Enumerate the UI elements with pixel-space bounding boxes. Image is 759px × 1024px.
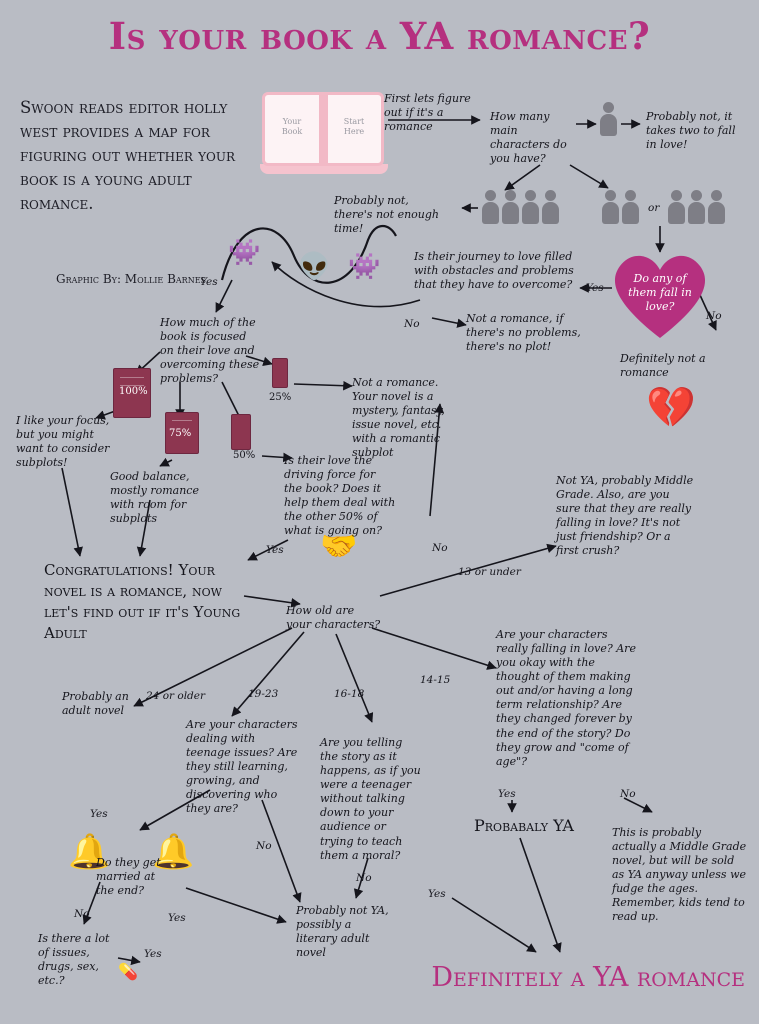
edge-label-no-falling: No [620, 788, 636, 800]
edge-label-or: or [648, 202, 660, 214]
person-icon [708, 190, 725, 224]
edge-label-yes-teenage: Yes [90, 808, 108, 820]
wedding-bell-icon-right: 🔔 [152, 832, 195, 872]
edge-label-24-or-older: 24 or older [146, 690, 206, 702]
node-good-balance: Good balance, mostly romance with room for subplots [110, 470, 199, 526]
edge-label-no-married: No [74, 908, 90, 920]
edge-label-yes-monsters: Yes [200, 276, 218, 288]
edge-label-yes-journey: Yes [586, 282, 604, 294]
node-start: First lets figure out if it's a romance [384, 92, 471, 134]
pct-100-label: 100% [119, 386, 148, 397]
book-right-page-label: Start Here [343, 117, 365, 137]
node-journey-obstacles: Is their journey to love filled with obstacles and problems that they have to overcome? [414, 250, 574, 292]
monster-icon-pink: 👾 [348, 252, 381, 282]
pct-25-label: 25% [269, 392, 292, 403]
pct-75-label: 75% [169, 428, 192, 439]
node-how-much-focused: How much of the book is focused on their love and overcoming these problems? [160, 316, 260, 386]
node-mystery-subplot: Not a romance. Your novel is a mystery, fantasy, issue novel, etc. with a romantic subplot [352, 376, 445, 460]
do-any-fall-in-love-text: Do any of them fall in love? [628, 272, 692, 313]
node-really-falling-in-love: Are your characters really falling in love? Are you okay with the thought of them making out and/or having a long term relationship? Are they changed forever by the end of the story? Do they grow and "come of age"? [496, 628, 636, 768]
node-married-at-end: Do they get married at the end? [96, 856, 161, 898]
edge-label-no-fall-in-love: No [706, 310, 722, 322]
edge-label-16-18: 16-18 [334, 688, 365, 700]
intro-text: Swoon reads editor holly west provides a map for figuring out whether your book is a young adult romance. [20, 98, 236, 213]
person-icon [622, 190, 639, 224]
final-answer: Definitely a YA romance [431, 962, 745, 993]
node-definitely-not-romance: Definitely not a romance [620, 352, 706, 380]
credit-text: Graphic By: Mollie Barnes [56, 272, 207, 286]
pct-50-label: 50% [233, 450, 256, 461]
node-how-old: How old are your characters? [286, 604, 381, 632]
book-left-page-label: Your Book [281, 117, 303, 137]
person-icon [522, 190, 539, 224]
person-icon [542, 190, 559, 224]
node-many-chars-result: Probably not, there's not enough time! [334, 194, 439, 236]
edge-label-no-telling: No [356, 872, 372, 884]
book-block-25 [272, 358, 288, 388]
wedding-bell-icon-left: 🔔 [68, 832, 111, 872]
node-issues-drugs-sex: Is there a lot of issues, drugs, sex, etc.? [38, 932, 110, 988]
person-icon [668, 190, 685, 224]
edge-label-no-journey: No [404, 318, 420, 330]
person-icon [600, 102, 617, 136]
broken-heart-icon: 💔 [646, 385, 696, 431]
page-title: Is your book a YA romance? [108, 14, 651, 58]
edge-label-no-teenage: No [256, 840, 272, 852]
node-driving-force: Is their love the driving force for the book? Does it help them deal with the other 50% of what is going on? [284, 454, 396, 538]
node-middle-grade-friendship: Not YA, probably Middle Grade. Also, are you sure that they are really falling in love? It's not just friendship? Or a first crush? [556, 474, 694, 558]
node-congrats-romance: Congratulations! Your novel is a romance, now let's find out if it's Young Adult [44, 561, 241, 642]
node-focus-too-much: I like your focus, but you might want to consider subplots! [16, 414, 110, 470]
edge-label-yes-issues: Yes [144, 948, 162, 960]
node-probably-ya: Probabaly YA [474, 816, 574, 835]
heart-icon [606, 248, 714, 340]
node-adult-novel: Probably an adult novel [62, 690, 129, 718]
person-icon [688, 190, 705, 224]
edge-label-yes-driving: Yes [266, 544, 284, 556]
book-block-50 [231, 414, 251, 450]
edge-label-yes-married: Yes [168, 912, 186, 924]
node-telling-story-as-happens: Are you telling the story as it happens, as if you were a teenager without talking down to your audience or trying to teach them a moral? [320, 736, 421, 862]
node-one-char-result: Probably not, it takes two to fall in love! [646, 110, 736, 152]
pills-icon: 💊 [118, 962, 138, 981]
edge-label-no-driving: No [432, 542, 448, 554]
node-how-many-characters: How many main characters do you have? [490, 110, 567, 166]
edge-label-14-15: 14-15 [420, 674, 451, 686]
edge-label-13-or-under: 13 or under [458, 566, 521, 578]
person-icon [502, 190, 519, 224]
edge-label-yes-falling: Yes [498, 788, 516, 800]
node-middle-grade-sold-as-ya: This is probably actually a Middle Grade novel, but will be sold as YA anyway unless we fudge the ages. Remember, kids tend to read up. [612, 826, 747, 924]
edge-label-yes-telling: Yes [428, 888, 446, 900]
handshake-heart-icon: 🤝 [320, 529, 358, 564]
node-no-problems-no-plot: Not a romance, if there's no problems, there's no plot! [466, 312, 581, 354]
person-icon [482, 190, 499, 224]
edge-label-19-23: 19-23 [248, 688, 279, 700]
monster-icon-blue: 👾 [228, 238, 261, 268]
person-icon [602, 190, 619, 224]
node-teenage-issues: Are your characters dealing with teenage issues? Are they still learning, growing, and discovering who they are? [186, 718, 298, 816]
book-graphic [262, 92, 386, 176]
monster-icon-green: 👽 [298, 252, 331, 282]
node-literary-adult-novel: Probably not YA, possibly a literary adult novel [296, 904, 389, 960]
